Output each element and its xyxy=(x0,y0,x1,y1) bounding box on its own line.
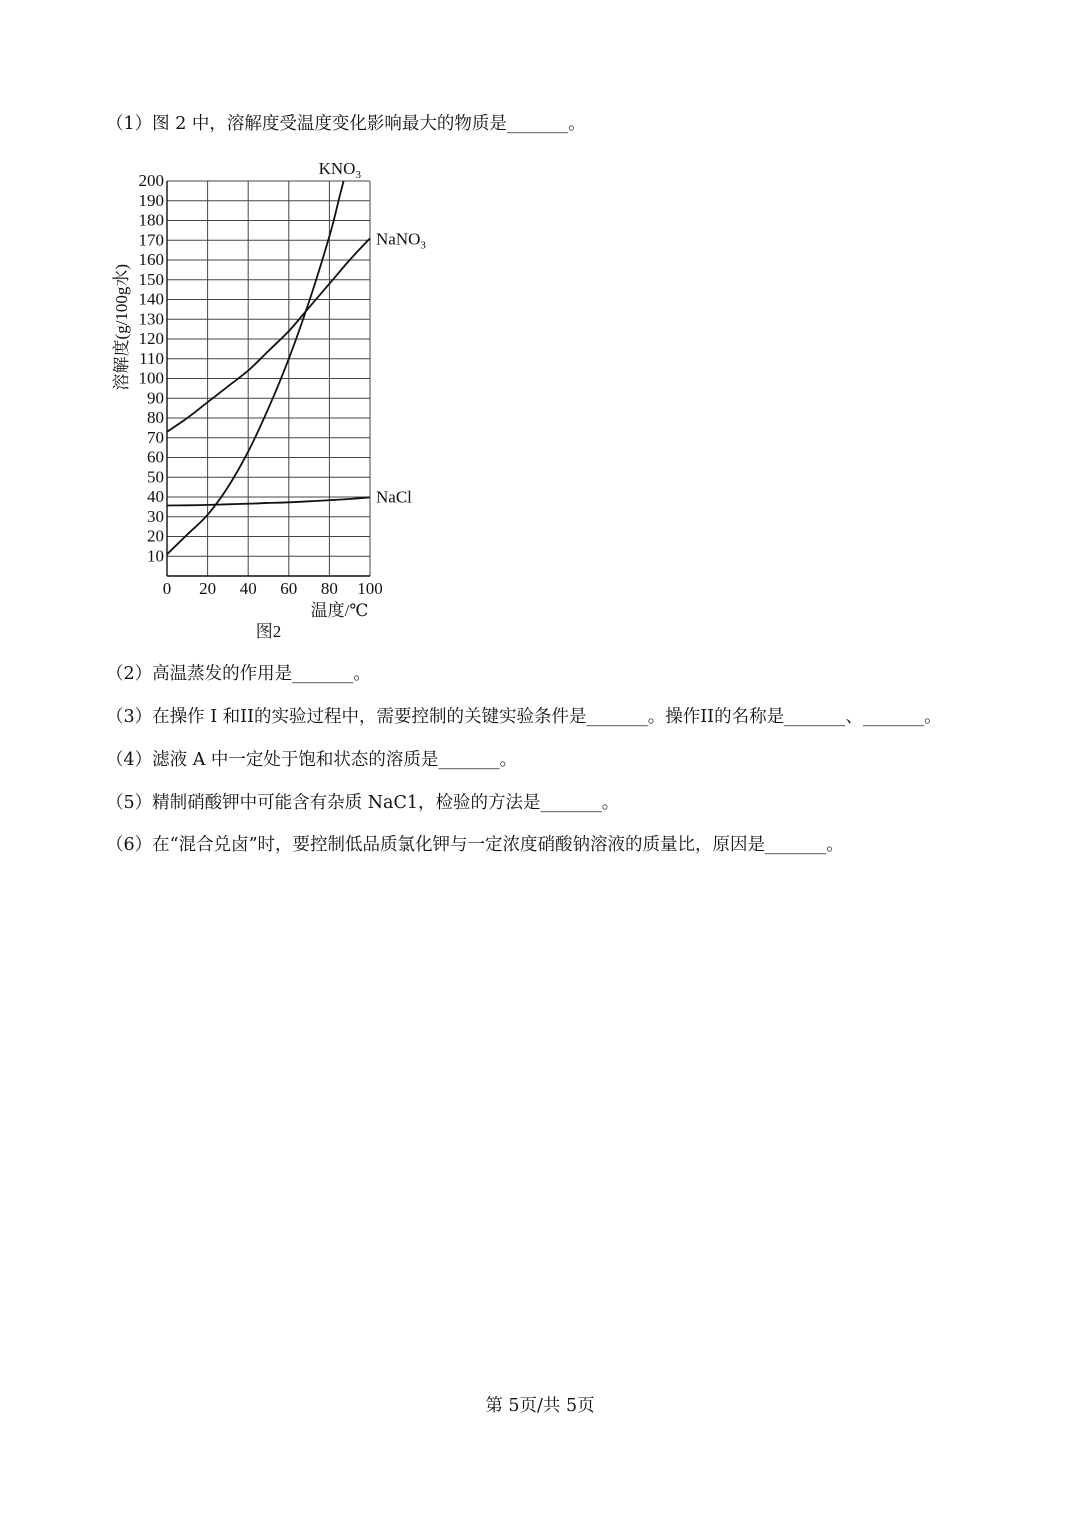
question-5: （5）精制硝酸钾中可能含有杂质 NaC1，检验的方法是_______。 xyxy=(106,793,620,813)
y-tick-label: 100 xyxy=(138,368,164,388)
y-tick-label: 80 xyxy=(147,408,164,427)
y-tick-label: 50 xyxy=(147,467,164,487)
page-footer: 第 5页/共 5页 xyxy=(485,1396,595,1416)
y-tick-label: 170 xyxy=(138,230,164,250)
y-tick-label: 60 xyxy=(147,447,164,467)
question-3: （3）在操作 I 和II的实验过程中，需要控制的关键实验条件是_______。操作II的名称是_______、_______。 xyxy=(106,707,942,727)
y-tick-label: 180 xyxy=(138,210,164,230)
series-label-kno3: $KNO_3$ xyxy=(318,159,361,181)
y-tick-label: 70 xyxy=(147,427,164,447)
x-tick-label: 20 xyxy=(199,579,217,598)
question-2: （2）高温蒸发的作用是_______。 xyxy=(106,664,371,684)
y-tick-label: 90 xyxy=(147,388,164,408)
x-tick-label: 80 xyxy=(320,579,338,598)
y-tick-label: 20 xyxy=(147,526,164,546)
x-tick-label: 100 xyxy=(357,579,383,598)
solubility-chart xyxy=(100,150,440,654)
x-axis-label: 温度/℃ xyxy=(310,601,369,620)
y-tick-label: 140 xyxy=(138,289,164,309)
figure-caption: 图2 xyxy=(255,622,282,641)
y-tick-label: 10 xyxy=(147,546,164,566)
x-tick-label: 40 xyxy=(239,579,257,598)
chart-curves xyxy=(167,159,426,554)
curve-nacl xyxy=(167,497,370,505)
chart-grid xyxy=(167,181,370,576)
y-tick-label: 200 xyxy=(138,171,164,190)
question-6: （6）在“混合兑卤”时，要控制低品质氯化钾与一定浓度硝酸钠溶液的质量比，原因是_______。 xyxy=(106,835,844,855)
y-tick-label: 160 xyxy=(138,250,164,269)
y-tick-label: 120 xyxy=(138,329,164,348)
curve-kno3 xyxy=(167,181,344,554)
y-tick-label: 40 xyxy=(147,487,164,506)
question-1: （1）图 2 中，溶解度受温度变化影响最大的物质是_______。 xyxy=(106,114,586,134)
y-axis-label: 溶解度(g/100g水) xyxy=(112,263,131,391)
series-label-nano3: NaNO$_3$ xyxy=(376,229,426,252)
question-4: （4）滤液 A 中一定处于饱和状态的溶质是_______。 xyxy=(106,750,518,770)
x-tick-label: 0 xyxy=(162,579,172,598)
y-tick-label: 130 xyxy=(138,309,164,329)
y-tick-label: 110 xyxy=(139,348,164,368)
chart-svg xyxy=(100,150,440,650)
series-label-nacl: NaCl xyxy=(376,487,412,507)
y-tick-label: 150 xyxy=(138,269,164,289)
x-tick-label: 60 xyxy=(280,579,298,598)
curve-nano3 xyxy=(167,238,370,431)
chart-ticks xyxy=(139,171,383,598)
y-tick-label: 30 xyxy=(147,506,164,526)
y-tick-label: 190 xyxy=(138,190,164,210)
